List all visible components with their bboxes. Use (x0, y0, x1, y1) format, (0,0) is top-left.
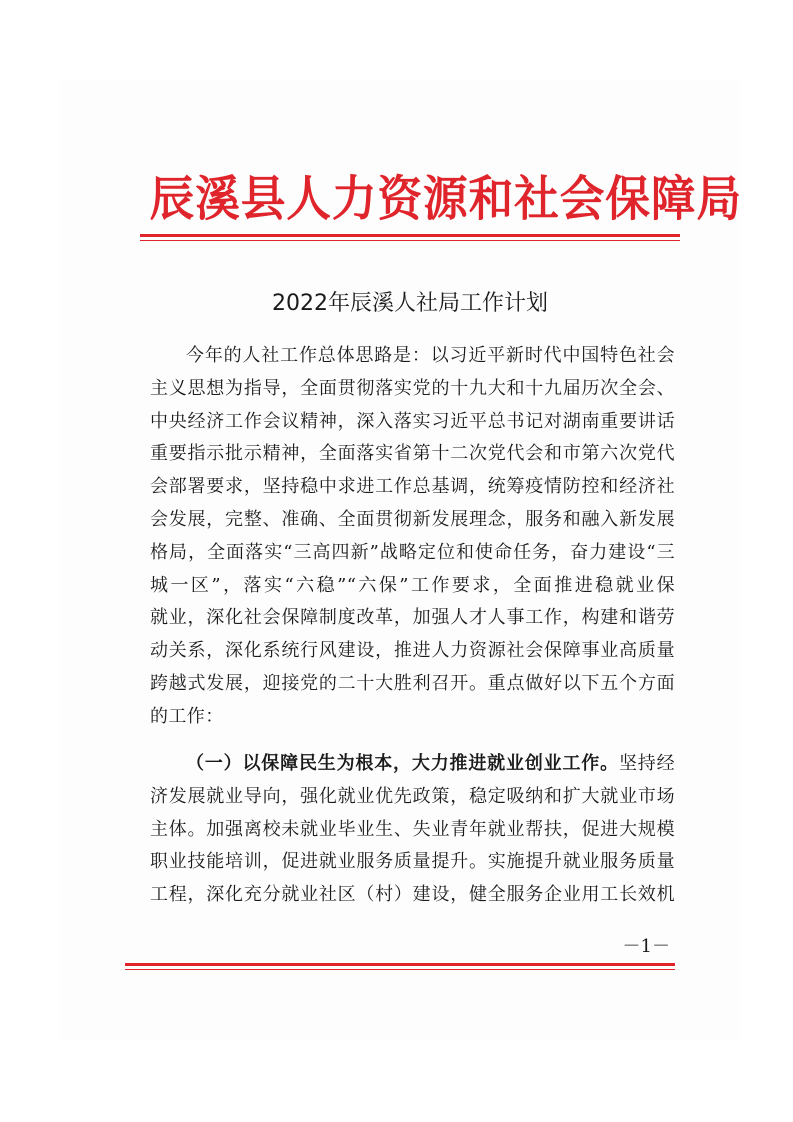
text-line: 会发展，完整、准确、全面贯彻新发展理念，服务和融入新发展 (150, 508, 675, 530)
footer-rule-thin (125, 969, 675, 970)
section-heading: （一）以保障民生为根本，大力推进就业创业工作。 (186, 753, 619, 774)
letterhead-rule-thin (140, 240, 680, 241)
text-line: 会部署要求，坚持稳中求进工作总基调，统筹疫情防控和经济社 (150, 476, 675, 498)
text-line: 主义思想为指导，全面贯彻落实党的十九大和十九届历次全会、 (150, 377, 675, 399)
text-line: 职业技能培训，促进就业服务质量提升。实施提升就业服务质量 (150, 851, 675, 873)
text-line: 动关系，深化系统行风建设，推进人力资源社会保障事业高质量 (150, 640, 675, 662)
section-heading-tail: 坚持经 (618, 753, 675, 774)
text-line: 中央经济工作会议精神，深入落实习近平总书记对湖南重要讲话 (150, 410, 675, 432)
paragraph-intro (150, 340, 675, 740)
paragraph-section-one (150, 748, 675, 918)
text-line: 就业，深化社会保障制度改革，加强人才人事工作，构建和谐劳 (150, 607, 675, 629)
text-line: 主体。加强离校未就业毕业生、失业青年就业帮扶，促进大规模 (150, 818, 675, 840)
text-line: 城一区”，落实“六稳”“六保”工作要求，全面推进稳就业保 (150, 574, 675, 596)
letterhead-rule-thick (140, 234, 680, 237)
footer-rule-thick (125, 963, 675, 966)
text-line: 格局，全面落实“三高四新”战略定位和使命任务，奋力建设“三 (150, 541, 675, 563)
text-line: 济发展就业导向，强化就业优先政策，稳定吸纳和扩大就业市场 (150, 785, 675, 807)
section-heading-line (150, 748, 675, 781)
text-line: 重要指示批示精神，全面落实省第十二次党代会和市第六次党代 (150, 443, 675, 465)
letterhead-agency-name: 辰溪县人力资源和社会保障局 (149, 171, 743, 227)
document-title: 2022年辰溪人社局工作计划 (272, 291, 548, 316)
page-number: －1－ (622, 936, 670, 957)
text-line: 跨越式发展，迎接党的二十大胜利召开。重点做好以下五个方面 (150, 672, 675, 694)
text-line: 工程，深化充分就业社区（村）建设，健全服务企业用工长效机 (150, 884, 675, 906)
text-line: 今年的人社工作总体思路是：以习近平新时代中国特色社会 (186, 345, 675, 366)
text-line: 的工作： (150, 705, 224, 727)
